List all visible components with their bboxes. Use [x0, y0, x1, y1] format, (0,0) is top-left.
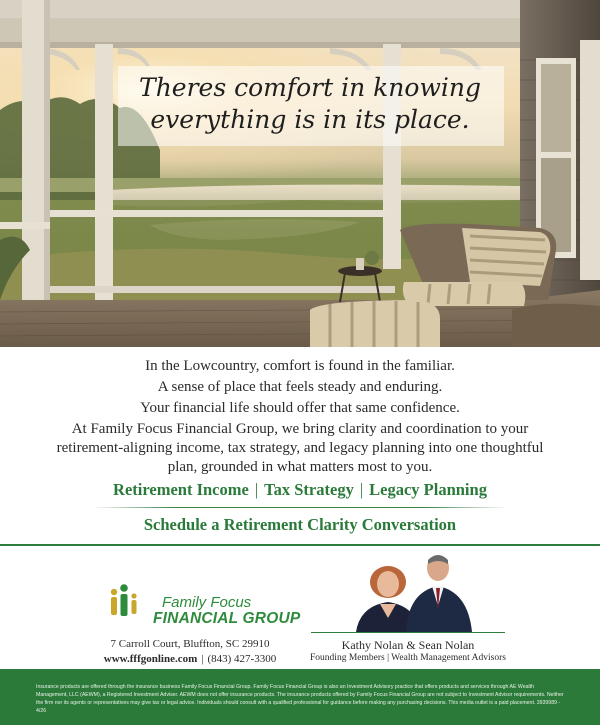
photo-divider	[311, 632, 505, 633]
disclaimer-footer	[0, 669, 600, 725]
contact-line	[90, 653, 290, 665]
office-address: 7 Carroll Court, Bluffton, SC 29910	[110, 638, 270, 650]
service-legacy-planning: Legacy Planning	[369, 480, 487, 499]
services-divider	[92, 507, 508, 508]
section-divider	[0, 544, 600, 546]
advisors-portrait-illustration	[346, 548, 496, 632]
service-retirement-income: Retirement Income	[113, 480, 249, 499]
body-line-2: A sense of place that feels steady and enduring.	[157, 379, 443, 395]
advisors-photo	[346, 548, 496, 632]
body-line-3: Your financial life should offer that same confidence.	[140, 400, 460, 416]
company-logo	[100, 568, 300, 630]
family-figures-icon	[100, 568, 158, 628]
logo-line-2: FINANCIAL GROUP	[153, 610, 301, 627]
service-separator: |	[359, 480, 364, 499]
website-link[interactable]: www.fffgonline.com	[103, 653, 198, 665]
logo-line-1: Family Focus	[162, 594, 252, 611]
porch-scene-illustration	[0, 0, 600, 347]
advisor-roles: Founding Members | Wealth Management Advisors	[310, 653, 506, 663]
schedule-conversation-link[interactable]: Schedule a Retirement Clarity Conversation	[143, 515, 457, 534]
hero-image	[0, 0, 600, 347]
body-line-1: In the Lowcountry, comfort is found in the familiar.	[145, 358, 455, 374]
body-paragraph: At Family Focus Financial Group, we bring clarity and coordination to your retirement-aligning income, tax strategy, and legacy planning into one thoughtful plan, grounded in what matters most to you.	[56, 421, 544, 475]
advisor-names: Kathy Nolan & Sean Nolan	[341, 638, 475, 652]
headline-line-1: Theres comfort in knowing	[139, 73, 481, 102]
service-tax-strategy: Tax Strategy	[264, 480, 354, 499]
body-copy	[40, 357, 560, 477]
service-separator: |	[254, 480, 259, 499]
phone-number[interactable]: (843) 427-3300	[207, 653, 277, 665]
services-list	[0, 480, 600, 500]
hero-headline	[110, 72, 510, 136]
contact-separator: |	[201, 653, 204, 665]
disclaimer-text: Insurance products are offered through the insurance business Family Focus Financial Group. Family Focus Financial Group is also an Investment Advisory practice that offers products and services through AE Wealth Management, LLC (AEWM), a Registered Investment Adviser. AEWM does not offer insurance products. The insurance products offered by Family Focus Financial Group are not subject to Investment Advisor requirements. Neither the firm nor its agents or representatives may give tax or legal advice. Individuals should consult with a qualified professional for guidance before making any purchasing decisions. This media outlet is a paid placement. 3939989 - 4/26	[36, 684, 564, 714]
headline-line-2: everything is in its place.	[150, 105, 470, 134]
